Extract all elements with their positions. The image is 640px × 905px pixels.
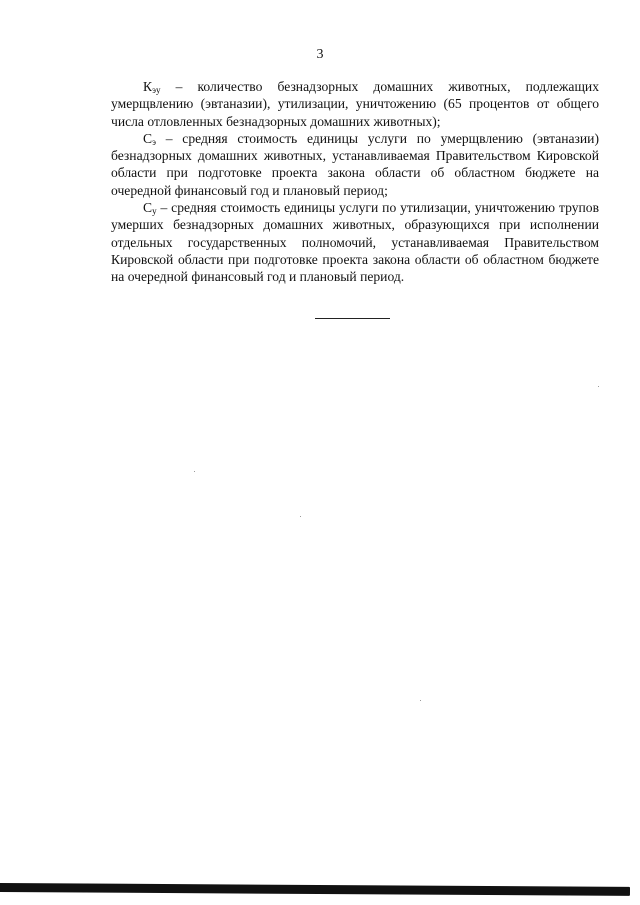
symbol-k: К (143, 79, 153, 94)
definition-c-u (111, 199, 599, 285)
subscript-e: э (152, 136, 156, 147)
end-separator-line (315, 318, 390, 319)
subscript-u: у (152, 206, 157, 217)
subscript-eu: эу (152, 85, 161, 95)
scan-edge-shadow (0, 883, 630, 896)
definition-text-c-e: – средняя стоимость единицы услуги по умерщвлению (эвтаназии) безнадзорных домашних животных, устанавливаемая Правительством Кировской области при подготовке проекта закона области об областном бюджете на очередной финансовый год и плановый период; (111, 130, 599, 198)
symbol-c: С (143, 200, 153, 216)
symbol-c: С (143, 130, 153, 146)
scan-speck (598, 386, 599, 387)
definition-k-eu (111, 78, 599, 130)
definitions-text (111, 78, 599, 286)
definition-c-e (111, 130, 599, 199)
scan-speck (194, 471, 195, 472)
scan-speck (300, 516, 301, 517)
scan-speck (420, 700, 421, 701)
scan-edge-bar (0, 881, 640, 905)
definition-text-k-eu: – количество безнадзорных домашних животных, подлежащих умерщвлению (эвтаназии), утилизации, уничтожению (65 процентов от общего числа отловленных безнадзорных домашних животных); (111, 79, 599, 129)
page-number: 3 (316, 47, 324, 62)
definition-text-c-u: – средняя стоимость единицы услуги по утилизации, уничтожению трупов умерших безнадзорных домашних животных, образующихся при исполнении отдельных государственных полномочий, устанавливаемая Правительством Кировской области при подготовке проекта закона области об областном бюджете на очередной финансовый год и плановый период. (111, 200, 599, 285)
